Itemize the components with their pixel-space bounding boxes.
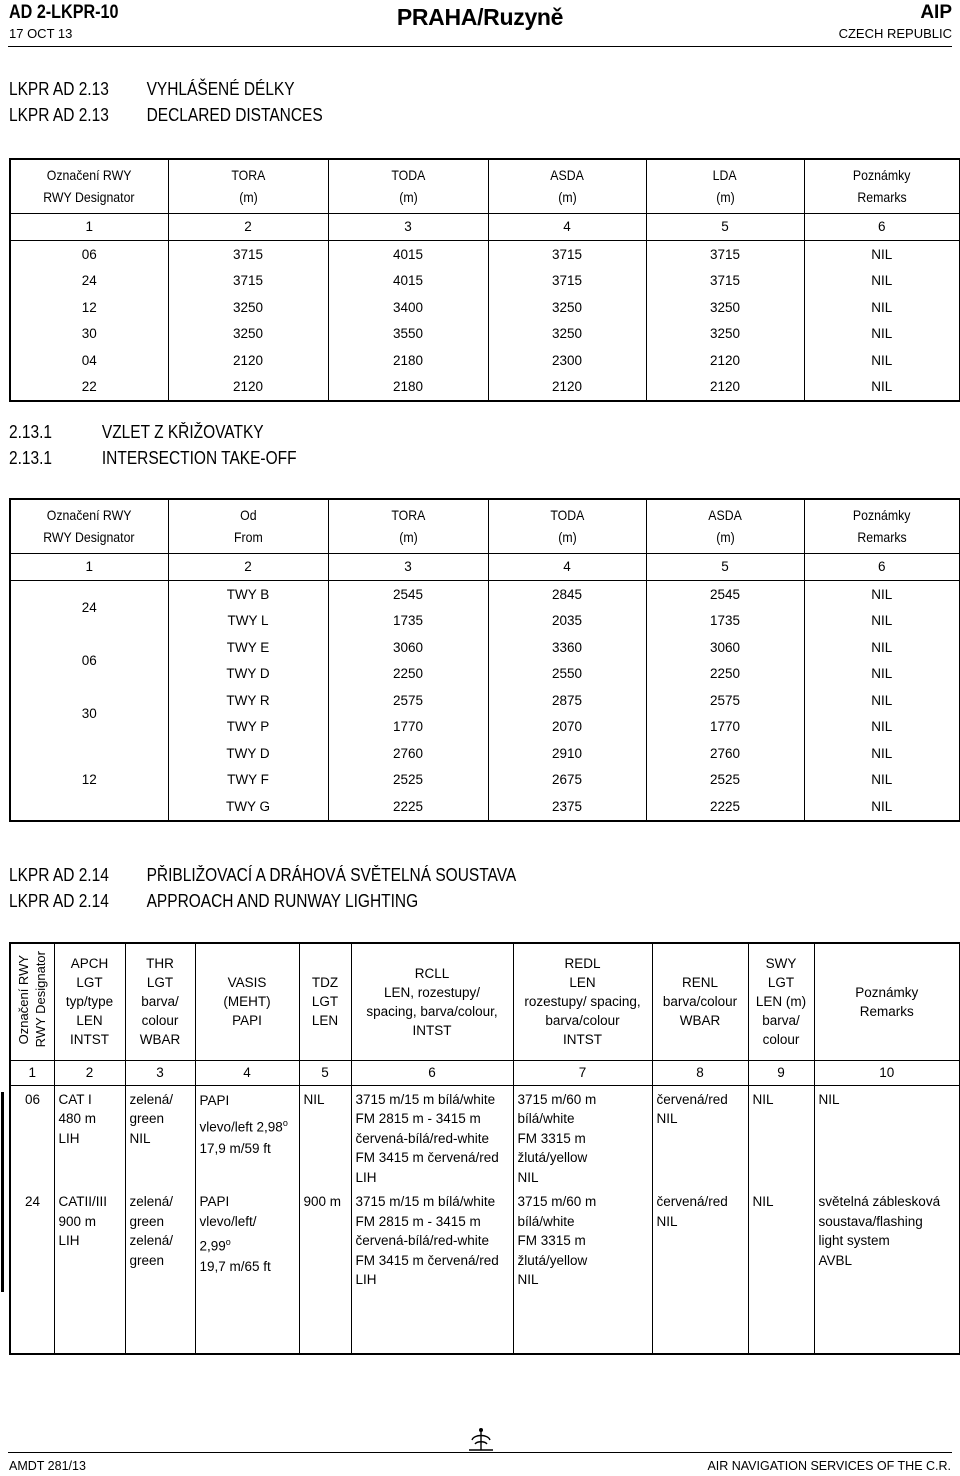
table-cell: 3715 bbox=[646, 268, 804, 295]
header-rwy-designator: Označení RWY RWY Designator bbox=[10, 499, 168, 553]
table-cell: 2875 bbox=[488, 687, 646, 714]
column-number: 6 bbox=[804, 213, 960, 241]
rcll-cell: 3715 m/15 m bílá/white FM 2815 m - 3415 m červená-bílá/red-white FM 3415 m červená/red LIH bbox=[351, 1188, 513, 1354]
table-cell: TWY B bbox=[168, 581, 328, 608]
table-cell: TWY F bbox=[168, 767, 328, 794]
table-cell: NIL bbox=[871, 586, 893, 602]
rwy-designator: 24 bbox=[10, 1188, 54, 1354]
table-cell: 2180 bbox=[328, 347, 488, 374]
table-cell: NIL bbox=[871, 299, 893, 315]
table-cell: 1735 bbox=[646, 608, 804, 635]
table-cell: 2300 bbox=[488, 347, 646, 374]
column-number: 6 bbox=[804, 553, 960, 581]
header-apch-lgt: APCH LGT typ/type LEN INTST bbox=[54, 943, 125, 1060]
table-cell: TWY L bbox=[168, 608, 328, 635]
rcll-cell: 3715 m/15 m bílá/white FM 2815 m - 3415 m červená-bílá/red-white FM 3415 m červená/red LIH bbox=[351, 1085, 513, 1188]
document-date: 17 OCT 13 bbox=[9, 26, 73, 41]
table-cell: 2545 bbox=[646, 581, 804, 608]
header-rwy-designator: Označení RWY RWY Designator bbox=[10, 943, 54, 1060]
table-cell: 3400 bbox=[328, 294, 488, 321]
table-cell: 2575 bbox=[646, 687, 804, 714]
redl-cell: 3715 m/60 m bílá/white FM 3315 m žlutá/yellow NIL bbox=[513, 1085, 652, 1188]
column-number: 4 bbox=[488, 553, 646, 581]
table-cell: 2070 bbox=[488, 714, 646, 741]
table-cell: 2910 bbox=[488, 740, 646, 767]
header-lda: LDA (m) bbox=[646, 159, 804, 213]
table-cell: 1770 bbox=[646, 714, 804, 741]
table-cell: NIL bbox=[871, 613, 893, 629]
redl-cell: 3715 m/60 m bílá/white FM 3315 m žlutá/yellow NIL bbox=[513, 1188, 652, 1354]
table-header-row bbox=[10, 159, 960, 213]
table-cell: 3060 bbox=[328, 634, 488, 661]
table-cell: 3715 bbox=[488, 241, 646, 268]
table-cell: 2120 bbox=[168, 347, 328, 374]
papi-cell: PAPI vlevo/left 2,98$^o$ 17,9 m/59 ft bbox=[195, 1085, 299, 1188]
header-vasis: VASIS (MEHT) PAPI bbox=[195, 943, 299, 1060]
column-number: 2 bbox=[54, 1060, 125, 1085]
column-number: 6 bbox=[351, 1060, 513, 1085]
approach-runway-lighting-table bbox=[9, 942, 960, 1355]
table-cell: NIL bbox=[871, 798, 893, 814]
column-number: 1 bbox=[10, 213, 168, 241]
column-number: 5 bbox=[299, 1060, 351, 1085]
table-cell: NIL bbox=[871, 666, 893, 682]
papi-cell: PAPI vlevo/left/ 2,99$^o$ 19,7 m/65 ft bbox=[195, 1188, 299, 1354]
header-rcll: RCLL LEN, rozestupy/ spacing, barva/colour, INTST bbox=[351, 943, 513, 1060]
table-row bbox=[10, 321, 960, 348]
column-number: 7 bbox=[513, 1060, 652, 1085]
header-toda: TODA (m) bbox=[488, 499, 646, 553]
header-swy-lgt: SWY LGT LEN (m) barva/ colour bbox=[748, 943, 814, 1060]
column-number: 2 bbox=[168, 213, 328, 241]
table-cell: 2550 bbox=[488, 661, 646, 688]
table-cell: TWY D bbox=[168, 740, 328, 767]
tdz-lgt-cell: 900 m bbox=[299, 1188, 351, 1354]
table-cell: 2180 bbox=[328, 374, 488, 402]
header-redl: REDL LEN rozestupy/ spacing, barva/colour INTST bbox=[513, 943, 652, 1060]
table-cell: 3715 bbox=[168, 268, 328, 295]
table-cell: 2525 bbox=[646, 767, 804, 794]
table-cell: 2675 bbox=[488, 767, 646, 794]
table-row bbox=[10, 374, 960, 402]
publisher: AIR NAVIGATION SERVICES OF THE C.R. bbox=[707, 1459, 951, 1473]
page-header-right bbox=[839, 2, 952, 41]
table-cell: 2120 bbox=[646, 374, 804, 402]
table-header-row bbox=[10, 499, 960, 553]
rwy-group-label: 24 bbox=[10, 581, 168, 635]
thr-lgt-cell: zelená/ green NIL bbox=[125, 1085, 195, 1188]
table-cell: NIL bbox=[871, 246, 893, 262]
table-cell: 2760 bbox=[646, 740, 804, 767]
column-number: 1 bbox=[10, 553, 168, 581]
header-remarks: Poznámky Remarks bbox=[855, 984, 919, 1019]
table-cell: 24 bbox=[10, 268, 168, 295]
column-number: 5 bbox=[646, 213, 804, 241]
header-divider bbox=[8, 46, 952, 47]
section-title-2-13-1-cz: 2.13.1 VZLET Z KŘIŽOVATKY bbox=[9, 422, 264, 442]
table-cell: NIL bbox=[871, 772, 893, 788]
swy-lgt-cell: NIL bbox=[748, 1188, 814, 1354]
table-row bbox=[10, 634, 960, 661]
table-cell: NIL bbox=[871, 379, 893, 395]
table-cell: 2120 bbox=[488, 374, 646, 402]
section-title-2-13-cz: LKPR AD 2.13 VYHLÁŠENÉ DÉLKY bbox=[9, 79, 295, 99]
table-cell: 04 bbox=[10, 347, 168, 374]
rwy-designator: 06 bbox=[10, 1085, 54, 1188]
column-number: 2 bbox=[168, 553, 328, 581]
table-cell: 3250 bbox=[168, 294, 328, 321]
remarks-cell: světelná záblesková soustava/flashing light system AVBL bbox=[818, 1194, 941, 1268]
table-cell: NIL bbox=[871, 639, 893, 655]
table-cell: 2760 bbox=[328, 740, 488, 767]
table-cell: TWY E bbox=[168, 634, 328, 661]
table-cell: 3250 bbox=[646, 294, 804, 321]
table-cell: TWY D bbox=[168, 661, 328, 688]
aip-label: AIP bbox=[920, 2, 952, 23]
column-number: 5 bbox=[646, 553, 804, 581]
column-number: 3 bbox=[328, 213, 488, 241]
table-cell: 2845 bbox=[488, 581, 646, 608]
table-cell: 3250 bbox=[488, 294, 646, 321]
header-from: Od From bbox=[168, 499, 328, 553]
section-title-2-14-en: LKPR AD 2.14 APPROACH AND RUNWAY LIGHTING bbox=[9, 891, 419, 911]
table-row bbox=[10, 294, 960, 321]
table-cell: 1770 bbox=[328, 714, 488, 741]
table-cell: 2120 bbox=[646, 347, 804, 374]
table-cell: NIL bbox=[871, 273, 893, 289]
table-cell: NIL bbox=[871, 719, 893, 735]
column-number-row bbox=[10, 213, 960, 241]
column-number: 3 bbox=[328, 553, 488, 581]
thr-lgt-cell: zelená/ green zelená/ green bbox=[125, 1188, 195, 1354]
table-cell: 4015 bbox=[328, 268, 488, 295]
header-thr-lgt: THR LGT barva/ colour WBAR bbox=[125, 943, 195, 1060]
section-title-2-14-cz: LKPR AD 2.14 PŘIBLIŽOVACÍ A DRÁHOVÁ SVĚTELNÁ SOUSTAVA bbox=[9, 865, 517, 885]
table-cell: 3715 bbox=[488, 268, 646, 295]
column-number: 10 bbox=[814, 1060, 960, 1085]
country-label: CZECH REPUBLIC bbox=[838, 26, 952, 41]
header-asda: ASDA (m) bbox=[488, 159, 646, 213]
table-cell: 2225 bbox=[328, 793, 488, 821]
table-row bbox=[10, 1188, 960, 1354]
header-toda: TODA (m) bbox=[328, 159, 488, 213]
column-number: 4 bbox=[488, 213, 646, 241]
table-header-row bbox=[10, 943, 960, 1060]
table-cell: NIL bbox=[871, 326, 893, 342]
rwy-group-label: 12 bbox=[10, 740, 168, 821]
table-cell: 3250 bbox=[488, 321, 646, 348]
column-number: 3 bbox=[125, 1060, 195, 1085]
table-row bbox=[10, 1085, 960, 1188]
page-title: PRAHA/Ruzyně bbox=[396, 4, 564, 30]
column-number: 9 bbox=[748, 1060, 814, 1085]
swy-lgt-cell: NIL bbox=[748, 1085, 814, 1188]
footer-divider bbox=[8, 1452, 952, 1453]
table-cell: 22 bbox=[10, 374, 168, 402]
table-cell: 1735 bbox=[328, 608, 488, 635]
table-cell: NIL bbox=[871, 692, 893, 708]
table-cell: 2250 bbox=[328, 661, 488, 688]
amendment-bar bbox=[1, 1092, 4, 1292]
renl-cell: červená/red NIL bbox=[652, 1085, 748, 1188]
tdz-lgt-cell: NIL bbox=[299, 1085, 351, 1188]
column-number: 8 bbox=[652, 1060, 748, 1085]
table-cell: 3715 bbox=[168, 241, 328, 268]
table-row bbox=[10, 347, 960, 374]
column-number-row bbox=[10, 1060, 960, 1085]
table-cell: 06 bbox=[10, 241, 168, 268]
table-cell: 3060 bbox=[646, 634, 804, 661]
table-cell: NIL bbox=[871, 745, 893, 761]
table-cell: 2525 bbox=[328, 767, 488, 794]
header-renl: RENL barva/colour WBAR bbox=[652, 943, 748, 1060]
table-cell: 3250 bbox=[168, 321, 328, 348]
column-number: 4 bbox=[195, 1060, 299, 1085]
header-tora: TORA (m) bbox=[168, 159, 328, 213]
table-cell: 2250 bbox=[646, 661, 804, 688]
table-cell: 2120 bbox=[168, 374, 328, 402]
header-rwy-designator: Označení RWY RWY Designator bbox=[10, 159, 168, 213]
table-cell: 2035 bbox=[488, 608, 646, 635]
table-row bbox=[10, 740, 960, 767]
remarks-cell: NIL bbox=[818, 1091, 840, 1107]
ans-logo-icon bbox=[466, 1426, 496, 1459]
apch-lgt-cell: CAT I 480 m LIH bbox=[54, 1085, 125, 1188]
amendment-number: AMDT 281/13 bbox=[9, 1459, 86, 1473]
table-cell: 12 bbox=[10, 294, 168, 321]
table-row bbox=[10, 581, 960, 608]
rwy-group-label: 06 bbox=[10, 634, 168, 687]
declared-distances-table bbox=[9, 158, 960, 402]
section-title-2-13-en: LKPR AD 2.13 DECLARED DISTANCES bbox=[9, 105, 323, 125]
header-asda: ASDA (m) bbox=[646, 499, 804, 553]
table-cell: NIL bbox=[871, 352, 893, 368]
table-cell: TWY P bbox=[168, 714, 328, 741]
rwy-group-label: 30 bbox=[10, 687, 168, 740]
table-cell: 3550 bbox=[328, 321, 488, 348]
table-cell: 2225 bbox=[646, 793, 804, 821]
column-number: 1 bbox=[10, 1060, 54, 1085]
table-cell: 30 bbox=[10, 321, 168, 348]
table-row bbox=[10, 268, 960, 295]
header-remarks: Poznámky Remarks bbox=[852, 507, 911, 546]
table-cell: 2575 bbox=[328, 687, 488, 714]
table-cell: TWY G bbox=[168, 793, 328, 821]
renl-cell: červená/red NIL bbox=[652, 1188, 748, 1354]
table-cell: 4015 bbox=[328, 241, 488, 268]
table-cell: 3250 bbox=[646, 321, 804, 348]
header-tora: TORA (m) bbox=[328, 499, 488, 553]
document-code: AD 2-LKPR-10 bbox=[9, 2, 119, 23]
header-remarks: Poznámky Remarks bbox=[852, 167, 911, 206]
table-cell: 2545 bbox=[328, 581, 488, 608]
intersection-takeoff-table bbox=[9, 498, 960, 822]
table-row bbox=[10, 687, 960, 714]
section-title-2-13-1-en: 2.13.1 INTERSECTION TAKE-OFF bbox=[9, 448, 297, 468]
table-cell: 2375 bbox=[488, 793, 646, 821]
table-cell: TWY R bbox=[168, 687, 328, 714]
apch-lgt-cell: CATII/III 900 m LIH bbox=[54, 1188, 125, 1354]
table-cell: 3715 bbox=[646, 241, 804, 268]
table-row bbox=[10, 241, 960, 268]
table-cell: 3360 bbox=[488, 634, 646, 661]
header-tdz-lgt: TDZ LGT LEN bbox=[299, 943, 351, 1060]
column-number-row bbox=[10, 553, 960, 581]
